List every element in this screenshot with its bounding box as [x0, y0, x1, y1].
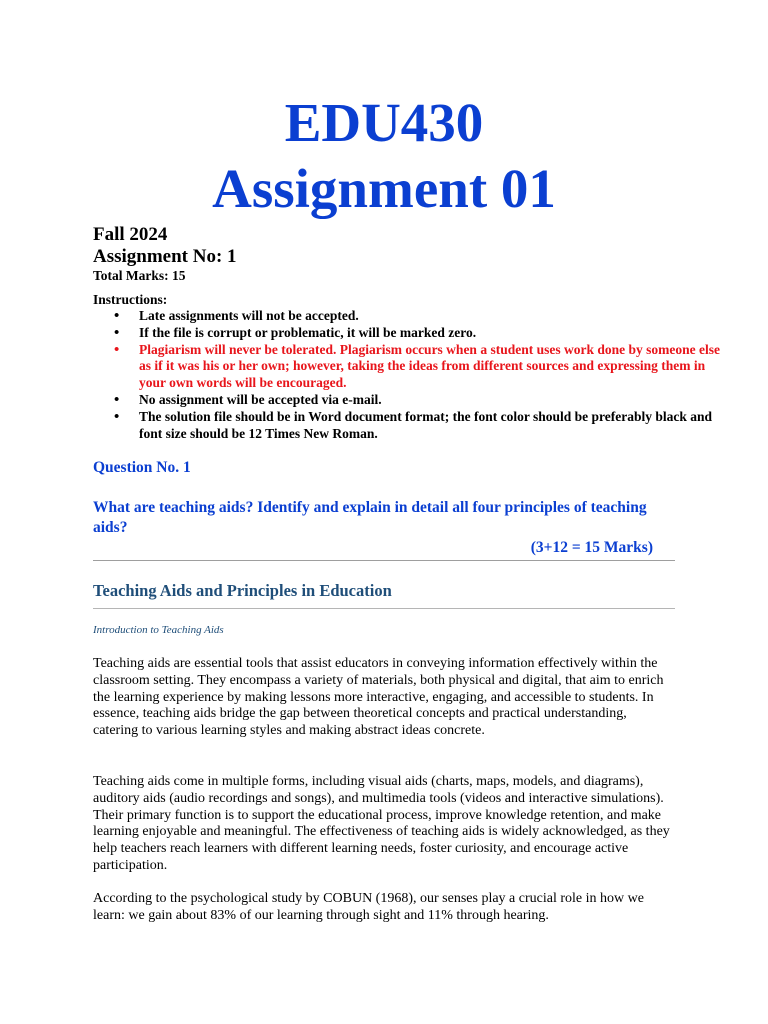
instructions-list: [93, 308, 724, 442]
section-divider: [93, 608, 675, 609]
body-paragraph: According to the psychological study by COBUN (1968), our senses play a crucial role in how we learn: we gain about 83% of our learning through sight and 11% through hearing.: [93, 891, 644, 923]
question-text: What are teaching aids? Identify and explain in detail all four principles of teaching aids?: [93, 499, 647, 536]
instructions-heading: Instructions:: [93, 292, 168, 307]
term-label: Fall 2024: [93, 224, 168, 245]
instruction-item: • Late assignments will not be accepted.: [139, 308, 724, 325]
question-heading: Question No. 1: [93, 459, 191, 476]
instruction-item: • The solution file should be in Word document format; the font color should be preferably black and font size should be 12 Times New Roman.: [139, 409, 724, 443]
body-paragraph: Teaching aids come in multiple forms, including visual aids (charts, maps, models, and diagrams), auditory aids (audio recordings and songs), and multimedia tools (videos and interactive simulations). Their primary function is to support the educational process, improve knowledge retention, and make learning enjoyable and meaningful. The effectiveness of teaching aids is widely acknowledged, as they help teachers reach learners with different learning needs, foster curiosity, and encourage active participation.: [93, 774, 670, 873]
course-code-title: EDU430: [284, 92, 484, 153]
subsection-title: Introduction to Teaching Aids: [93, 624, 224, 636]
assignment-title: Assignment 01: [212, 158, 556, 219]
instruction-item: • If the file is corrupt or problematic, it will be marked zero.: [139, 325, 724, 342]
question-marks: (3+12 = 15 Marks): [530, 539, 653, 556]
instruction-item-plagiarism: • Plagiarism will never be tolerated. Plagiarism occurs when a student uses work done by someone else as if it was his or her own; however, taking the ideas from different sources and expressing them in your own words will be encouraged.: [139, 342, 724, 392]
assignment-number: Assignment No: 1: [93, 246, 237, 267]
body-paragraph: Teaching aids are essential tools that assist educators in conveying information effectively within the classroom setting. They encompass a variety of materials, both physical and digital, that aim to enrich the learning experience by making lessons more interactive, engaging, and accessible to students. In essence, teaching aids bridge the gap between theoretical concepts and practical understanding, catering to various learning styles and making abstract ideas concrete.: [93, 656, 664, 739]
section-title: Teaching Aids and Principles in Education: [93, 581, 392, 600]
instruction-item: • No assignment will be accepted via e-mail.: [139, 392, 724, 409]
divider: [93, 560, 675, 561]
total-marks: Total Marks: 15: [93, 268, 186, 283]
